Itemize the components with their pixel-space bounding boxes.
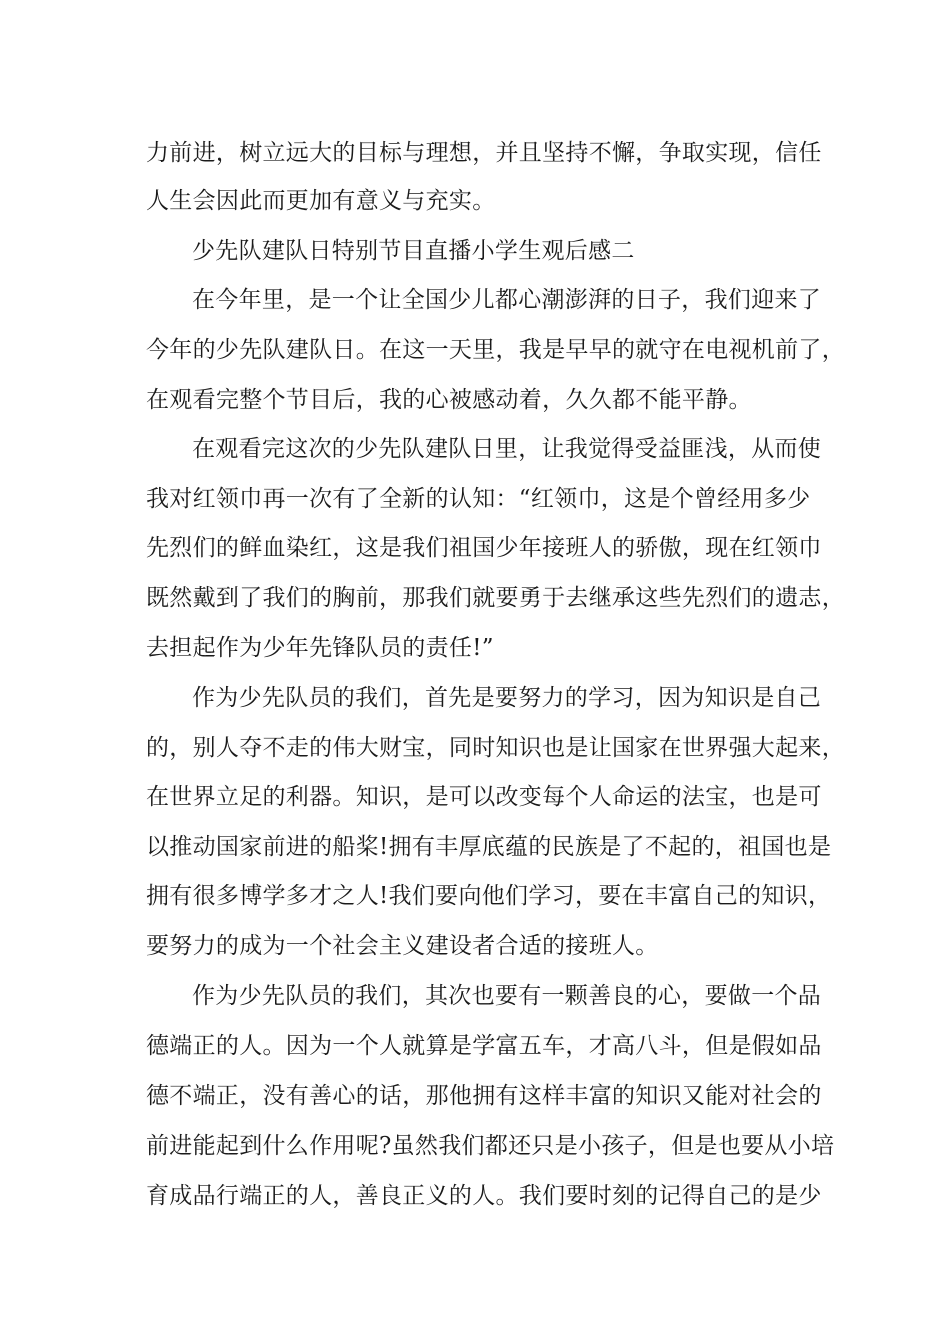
text-line: 前进能起到什么作用呢?虽然我们都还只是小孩子，但是也要从小培 xyxy=(146,1133,835,1159)
text-line: 的，别人夺不走的伟大财宝，同时知识也是让国家在世界强大起来， xyxy=(146,735,845,761)
text-line: 我对红领巾再一次有了全新的认知：“红领巾，这是个曾经用多少 xyxy=(146,486,811,512)
text-line: 在今年里，是一个让全国少儿都心潮澎湃的日子，我们迎来了 xyxy=(192,287,822,313)
text-line: 人生会因此而更加有意义与充实。 xyxy=(146,188,496,214)
text-line: 拥有很多博学多才之人!我们要向他们学习，要在丰富自己的知识， xyxy=(146,883,832,909)
text-line: 以推动国家前进的船桨!拥有丰厚底蕴的民族是了不起的，祖国也是 xyxy=(146,834,832,860)
text-line: 去担起作为少年先锋队员的责任!” xyxy=(146,635,494,661)
text-line: 既然戴到了我们的胸前，那我们就要勇于去继承这些先烈们的遗志， xyxy=(146,585,845,611)
text-line: 今年的少先队建队日。在这一天里，我是早早的就守在电视机前了， xyxy=(146,337,845,363)
section-heading: 少先队建队日特别节目直播小学生观后感二 xyxy=(192,238,635,264)
text-line: 在观看完整个节目后，我的心被感动着，久久都不能平静。 xyxy=(146,387,752,413)
text-line: 在世界立足的利器。知识，是可以改变每个人命运的法宝，也是可 xyxy=(146,784,822,810)
text-line: 在观看完这次的少先队建队日里，让我觉得受益匪浅，从而使 xyxy=(192,436,822,462)
text-line: 力前进，树立远大的目标与理想，并且坚持不懈，争取实现，信任 xyxy=(146,140,822,166)
text-line: 育成品行端正的人，善良正义的人。我们要时刻的记得自己的是少 xyxy=(146,1183,822,1209)
text-line: 德不端正，没有善心的话，那他拥有这样丰富的知识又能对社会的 xyxy=(146,1083,822,1109)
text-line: 德端正的人。因为一个人就算是学富五车，才高八斗，但是假如品 xyxy=(146,1033,822,1059)
text-line: 作为少先队员的我们，首先是要努力的学习，因为知识是自己 xyxy=(192,685,822,711)
text-line: 作为少先队员的我们，其次也要有一颗善良的心，要做一个品 xyxy=(192,983,822,1009)
text-line: 要努力的成为一个社会主义建设者合适的接班人。 xyxy=(146,933,659,959)
text-line: 先烈们的鲜血染红，这是我们祖国少年接班人的骄傲，现在红领巾 xyxy=(146,535,822,561)
